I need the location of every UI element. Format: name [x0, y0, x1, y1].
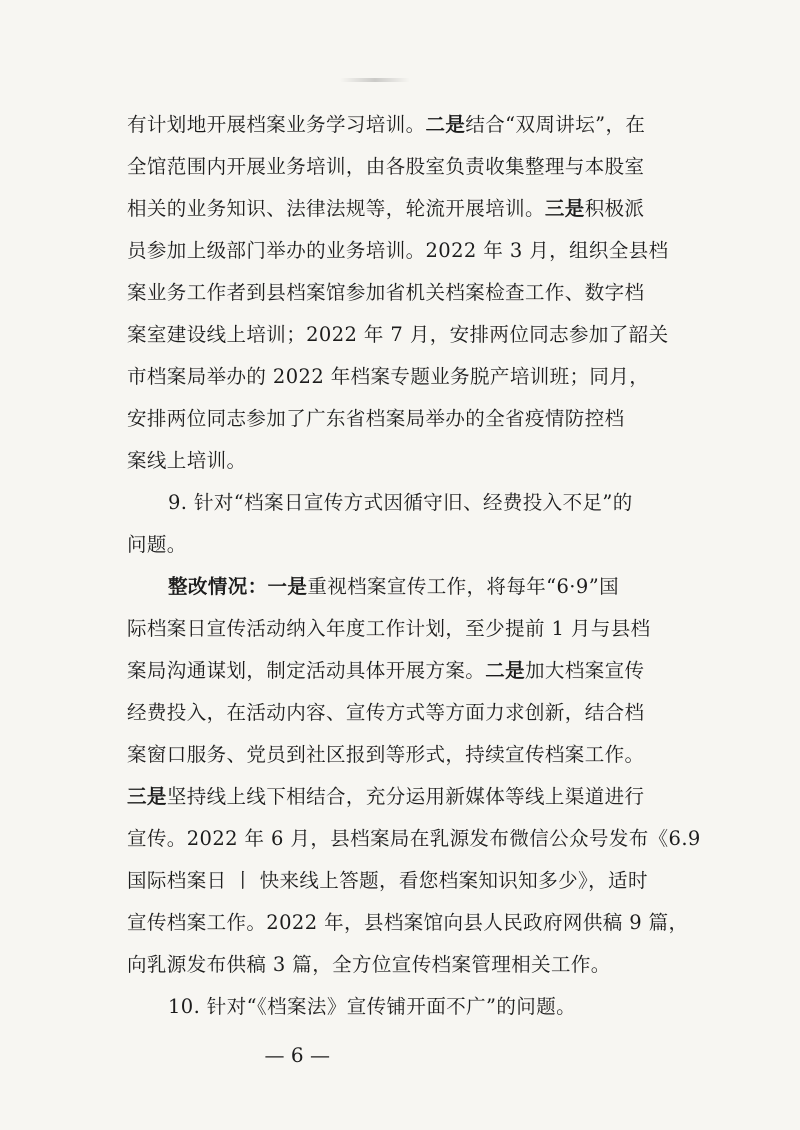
text-line: 宣传档案工作。2022 年，县档案馆向县人民政府网供稿 9 篇， — [127, 911, 689, 934]
bold-marker: 二是 — [425, 113, 466, 136]
text-line: 员参加上级部门举办的业务培训。2022 年 3 月，组织全县档 — [127, 239, 669, 262]
text-line: 安排两位同志参加了广东省档案局举办的全省疫情防控档 — [127, 407, 625, 430]
text-span: 加大档案宣传 — [525, 659, 645, 682]
text-line — [127, 780, 687, 814]
text-span: 结合“双周讲坛”，在 — [465, 113, 646, 136]
text-line — [127, 108, 687, 142]
text-line: 案线上培训。 — [127, 449, 247, 472]
text-span: 相关的业务知识、法律法规等，轮流开展培训。 — [127, 197, 545, 220]
text-line: 向乳源发布供稿 3 篇，全方位宣传档案管理相关工作。 — [127, 953, 611, 976]
text-line: 全馆范围内开展业务培训，由各股室负责收集整理与本股室 — [127, 155, 645, 178]
text-line — [168, 570, 688, 604]
text-line: 问题。 — [127, 533, 187, 556]
bold-marker: 三是 — [544, 197, 585, 220]
text-line: 10. 针对“《档案法》宣传铺开面不广”的问题。 — [168, 995, 576, 1018]
section-heading: 整改情况： — [168, 575, 268, 598]
scan-mark — [340, 78, 410, 82]
text-line — [127, 192, 687, 226]
text-line: 市档案局举办的 2022 年档案专题业务脱产培训班；同月， — [127, 365, 650, 388]
text-line — [127, 654, 687, 688]
bold-marker: 二是 — [485, 659, 526, 682]
text-span: 重视档案宣传工作，将每年“6·9”国 — [307, 575, 619, 598]
bold-marker: 一是 — [267, 575, 308, 598]
text-span: 积极派 — [584, 197, 645, 220]
text-line: 案窗口服务、党员到社区报到等形式，持续宣传档案工作。 — [127, 743, 645, 766]
text-span: 有计划地开展档案业务学习培训。 — [127, 113, 426, 136]
text-line: 9. 针对“档案日宣传方式因循守旧、经费投入不足”的 — [168, 491, 633, 514]
text-line: 宣传。2022 年 6 月，县档案局在乳源发布微信公众号发布《6.9 — [127, 827, 701, 850]
text-line: 际档案日宣传活动纳入年度工作计划，至少提前 1 月与县档 — [127, 617, 651, 640]
text-line: 案业务工作者到县档案馆参加省机关档案检查工作、数字档 — [127, 281, 645, 304]
text-span: 案局沟通谋划，制定活动具体开展方案。 — [127, 659, 486, 682]
text-line: 经费投入，在活动内容、宣传方式等方面力求创新，结合档 — [127, 701, 645, 724]
text-line: 国际档案日 丨 快来线上答题，看您档案知识知多少》，适时 — [127, 869, 648, 892]
bold-marker: 三是 — [127, 785, 167, 808]
text-span: 坚持线上线下相结合，充分运用新媒体等线上渠道进行 — [166, 785, 645, 808]
page-number: — 6 — — [264, 1043, 330, 1067]
text-line: 案室建设线上培训；2022 年 7 月，安排两位同志参加了韶关 — [127, 323, 669, 346]
